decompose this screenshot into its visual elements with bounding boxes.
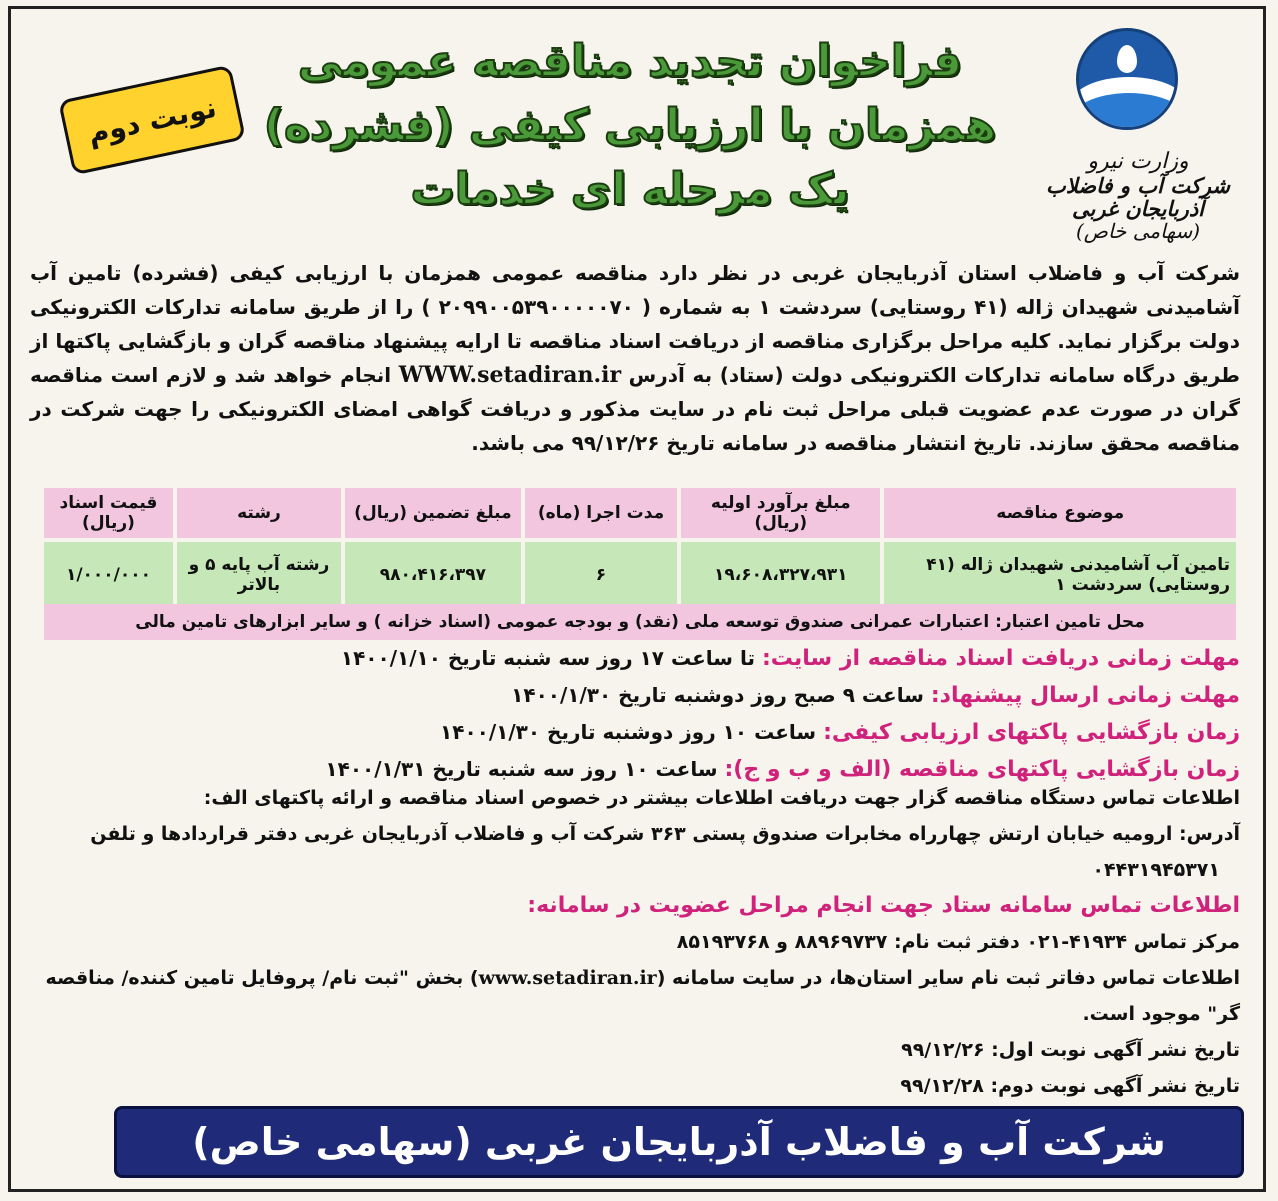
company-name: شرکت آب و فاضلاب آذربایجان غربی (1045, 173, 1231, 222)
table-header-row (44, 488, 1236, 538)
setad-call-center: مرکز تماس ۴۱۹۳۴-۰۲۱ دفتر ثبت نام: ۸۸۹۶۹۷۳۷ و ۸۵۱۹۳۷۶۸ (676, 931, 1240, 953)
cell-doc-price: ۱/۰۰۰/۰۰۰ (44, 542, 173, 608)
cell-subject: تامین آب آشامیدنی شهیدان ژاله (۴۱ روستایی) سردشت ۱ (884, 542, 1236, 608)
header-subject: موضوع مناقصه (884, 488, 1236, 538)
deadline-quality-opening (30, 714, 1240, 751)
publication-date-first: تاریخ نشر آگهی نوبت اول: ۹۹/۱۲/۲۶ (901, 1039, 1240, 1061)
cell-estimate: ۱۹،۶۰۸،۳۲۷،۹۳۱ (681, 542, 880, 608)
deadline-label: مهلت زمانی دریافت اسناد مناقصه از سایت: (761, 646, 1240, 671)
deadline-value: ساعت ۹ صبح روز دوشنبه تاریخ ۱۴۰۰/۱/۳۰ (511, 683, 924, 707)
deadline-value: ساعت ۱۰ روز سه شنبه تاریخ ۱۴۰۰/۱/۳۱ (325, 757, 718, 781)
cell-guarantee: ۹۸۰،۴۱۶،۳۹۷ (345, 542, 521, 608)
company-footer-bar: شرکت آب و فاضلاب آذربایجان غربی (سهامی خاص) (114, 1106, 1244, 1178)
provincial-offices (30, 960, 1240, 1032)
deadline-proposal (30, 677, 1240, 714)
intro-part-2: انجام خواهد شد و لازم است مناقصه گران در صورت عدم عضویت قبلی مراحل ثبت نام در سایت مذکور و دریافت گواهی امضای الکترونیکی را جهت شرکت در مناقصه محقق سازند. تاریخ انتشار مناقصه در سامانه تاریخ ۹۹/۱۲/۲۶ می باشد. (30, 363, 1240, 455)
setad-contact-heading: اطلاعات تماس سامانه ستاد جهت انجام مراحل عضویت در سامانه: (527, 893, 1240, 918)
deadline-value: ساعت ۱۰ روز دوشنبه تاریخ ۱۴۰۰/۱/۳۰ (440, 720, 817, 744)
funding-source: محل تامین اعتبار: اعتبارات عمرانی صندوق توسعه ملی (نقد) و بودجه عمومی (اسناد خزانه ) و سایر ابزارهای تامین مالی (44, 604, 1236, 640)
cell-duration: ۶ (525, 542, 677, 608)
header-estimate: مبلغ برآورد اولیه (ریال) (681, 488, 880, 538)
header-field: رشته (177, 488, 341, 538)
contact-section (30, 780, 1240, 1104)
contact-intro: اطلاعات تماس دستگاه مناقصه گزار جهت دریافت اطلاعات بیشتر در خصوص اسناد مناقصه و ارائه پاکتهای الف: (203, 787, 1240, 809)
setad-url: WWW.setadiran.ir (398, 362, 622, 388)
header-doc-price: قیمت اسناد (ریال) (44, 488, 173, 538)
notice-title (250, 30, 1010, 222)
offices-text-1: اطلاعات تماس دفاتر ثبت نام سایر استان‌ها، در سایت سامانه ( (656, 967, 1240, 989)
header-guarantee: مبلغ تضمین (ریال) (345, 488, 521, 538)
title-line-2: همزمان با ارزیابی کیفی (فشرده) (263, 100, 997, 151)
deadline-documents (30, 640, 1240, 677)
water-company-logo-icon (1076, 28, 1178, 130)
offices-text-2: ) بخش "ثبت نام/ پروفایل تامین کننده/ مناقصه گر" موجود است. (45, 967, 1240, 1025)
header-duration: مدت اجرا (ماه) (525, 488, 677, 538)
ministry-name: وزارت نیرو (1087, 149, 1189, 174)
deadlines-list (30, 640, 1240, 788)
intro-paragraph (30, 256, 1240, 460)
company-type: (سهامی خاص) (1075, 219, 1201, 244)
contact-address: آدرس: ارومیه خیابان ارتش چهارراه مخابرات صندوق پستی ۳۶۳ شرکت آب و فاضلاب آذربایجان غربی دفتر قراردادها و تلفن (90, 823, 1240, 845)
title-line-1: فراخوان تجدید مناقصه عمومی (297, 36, 963, 87)
table-row (44, 542, 1236, 608)
intro-part-1: شرکت آب و فاضلاب استان آذربایجان غربی در نظر دارد مناقصه عمومی همزمان با ارزیابی کیفی (فشرده) تامین آب آشامیدنی شهیدان ژاله (۴۱ روستایی) سردشت ۱ به شماره ( ۲۰۹۹۰۰۵۳۹۰۰۰۰۰۷۰ ) را از طریق سامانه تدارکات الکترونیکی دولت برگزار نماید. کلیه مراحل برگزاری مناقصه از دریافت اسناد مناقصه تا ارایه پیشنهاد مناقصه گران و بازگشایی پاکتها از طریق درگاه سامانه تدارکات الکترونیکی دولت (ستاد) به آدرس (30, 261, 1240, 387)
contact-phone: ۰۴۴۳۱۹۴۵۳۷۱ (1092, 859, 1220, 881)
title-line-3: یک مرحله ای خدمات (410, 164, 850, 215)
deadline-value: تا ساعت ۱۷ روز سه شنبه تاریخ ۱۴۰۰/۱/۱۰ (340, 646, 755, 670)
second-round-badge: نوبت دوم (58, 65, 246, 176)
deadline-label: مهلت زمانی ارسال پیشنهاد: (930, 683, 1240, 708)
ministry-block (1038, 150, 1238, 242)
cell-field: رشته آب پایه ۵ و بالاتر (177, 542, 341, 608)
offices-url: www.setadiran.ir (478, 967, 657, 989)
publication-date-second: تاریخ نشر آگهی نوبت دوم: ۹۹/۱۲/۲۸ (900, 1075, 1240, 1097)
deadline-label: زمان بازگشایی پاکتهای ارزیابی کیفی: (823, 720, 1240, 745)
tender-table (40, 484, 1240, 612)
deadline-label: زمان بازگشایی پاکتهای مناقصه (الف و ب و ج): (724, 757, 1240, 782)
